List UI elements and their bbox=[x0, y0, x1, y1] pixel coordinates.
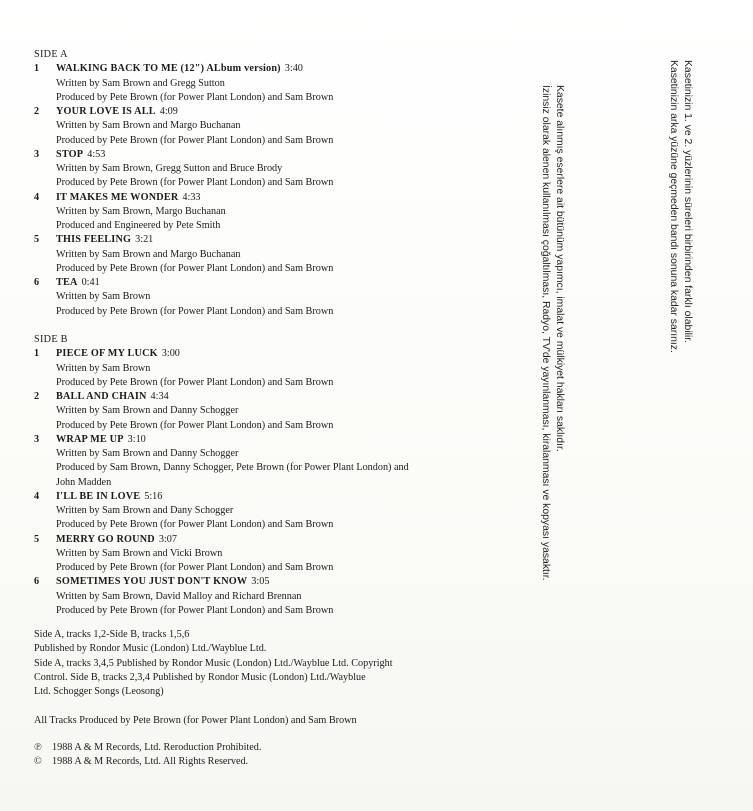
side-a-label: SIDE A bbox=[34, 49, 68, 60]
track-heading bbox=[34, 433, 464, 447]
track-duration: 3:10 bbox=[127, 433, 146, 445]
track-heading bbox=[34, 62, 464, 76]
track-duration: 3:05 bbox=[251, 576, 270, 588]
track-number: 4 bbox=[34, 191, 40, 203]
track-credit: Produced by Pete Brown (for Power Plant London) and Sam Brown bbox=[56, 177, 334, 189]
track-credit: Written by Sam Brown, Margo Buchanan bbox=[56, 205, 226, 217]
track-number: 3 bbox=[34, 148, 40, 160]
track-duration: 4:53 bbox=[87, 148, 106, 160]
track-heading bbox=[34, 533, 464, 547]
track-heading bbox=[34, 105, 464, 119]
track-title: I'LL BE IN LOVE bbox=[56, 490, 141, 502]
track-number: 5 bbox=[34, 234, 40, 246]
copyright-text: 1988 A & M Records, Ltd. All Rights Reserved. bbox=[52, 756, 249, 768]
track-entry bbox=[34, 62, 464, 105]
track-duration: 3:07 bbox=[158, 533, 177, 545]
track-number: 5 bbox=[34, 533, 40, 545]
track-heading bbox=[34, 191, 464, 205]
track-entry bbox=[34, 191, 464, 234]
track-entry bbox=[34, 490, 464, 533]
track-credit: Produced and Engineered by Pete Smith bbox=[56, 220, 221, 231]
track-duration: 3:40 bbox=[284, 63, 303, 75]
copyright-line bbox=[34, 755, 261, 769]
track-credit: Written by Sam Brown and Gregg Sutton bbox=[56, 77, 225, 89]
vertical-rights-notice bbox=[538, 85, 566, 581]
track-duration: 4:09 bbox=[159, 106, 178, 117]
track-credit: Produced by Pete Brown (for Power Plant London) and Sam Brown bbox=[56, 519, 334, 531]
track-number: 2 bbox=[34, 391, 40, 402]
track-heading bbox=[34, 233, 464, 247]
track-entry bbox=[34, 390, 464, 433]
track-entry bbox=[34, 148, 464, 191]
track-title: WRAP ME UP bbox=[56, 433, 124, 445]
vertical-cassette-notice bbox=[666, 60, 694, 353]
track-heading bbox=[34, 575, 464, 589]
phonogram-line bbox=[34, 741, 261, 755]
side-b-label: SIDE B bbox=[34, 334, 68, 345]
publishing-line: Side A, tracks 3,4,5 Published by Rondor Music (London) Ltd./Wayblue Ltd. Copyright bbox=[34, 657, 393, 669]
track-number: 1 bbox=[34, 63, 40, 75]
tracklist bbox=[34, 48, 464, 618]
track-credit: Written by Sam Brown and Margo Buchanan bbox=[56, 248, 241, 260]
track-credit: Written by Sam Brown and Danny Schogger bbox=[56, 448, 239, 459]
track-credit: Produced by Pete Brown (for Power Plant London) and Sam Brown bbox=[56, 376, 334, 388]
track-credit: Written by Sam Brown, Gregg Sutton and Bruce Brody bbox=[56, 163, 283, 174]
track-heading bbox=[34, 148, 464, 162]
track-title: SOMETIMES YOU JUST DON'T KNOW bbox=[56, 576, 248, 588]
track-number: 2 bbox=[34, 106, 40, 117]
track-credit: Produced by Pete Brown (for Power Plant London) and Sam Brown bbox=[56, 134, 334, 146]
track-credit: Produced by Pete Brown (for Power Plant London) and Sam Brown bbox=[56, 604, 334, 616]
track-credit: Written by Sam Brown bbox=[56, 362, 151, 374]
track-entry bbox=[34, 105, 464, 148]
track-entry bbox=[34, 533, 464, 576]
track-title: YOUR LOVE IS ALL bbox=[56, 106, 156, 117]
track-heading bbox=[34, 390, 464, 404]
publishing-notes bbox=[34, 628, 434, 699]
track-title: BALL AND CHAIN bbox=[56, 391, 147, 402]
track-credit: Written by Sam Brown and Danny Schogger bbox=[56, 405, 239, 417]
track-credit: Written by Sam Brown and Vicki Brown bbox=[56, 547, 223, 559]
rights-line: İzinsiz olarak alenen kullanılması çoğaltılması, Radyo, TV'de yayınlanması, kiralanması ve kopyası yasaktır. bbox=[540, 85, 551, 581]
track-number: 4 bbox=[34, 490, 40, 502]
publishing-line: Control. Side B, tracks 2,3,4 Published by Rondor Music (London) Ltd./Wayblue bbox=[34, 671, 366, 683]
rights-line: Kasete alınmış eserlere ait bütünüm yapımcı, imalat ve mülkiyet hakları saklıdır. bbox=[554, 85, 565, 452]
publishing-line: Ltd. Schogger Songs (Leosong) bbox=[34, 686, 164, 697]
track-duration: 5:16 bbox=[144, 490, 163, 502]
track-credit: John Madden bbox=[56, 476, 112, 488]
track-heading bbox=[34, 490, 464, 504]
track-credit: Written by Sam Brown, David Malloy and Richard Brennan bbox=[56, 590, 302, 602]
phonogram-text: 1988 A & M Records, Ltd. Reroduction Prohibited. bbox=[52, 742, 262, 753]
track-title: WALKING BACK TO ME (12") ALbum version) bbox=[56, 63, 281, 75]
track-entry bbox=[34, 233, 464, 276]
track-duration: 3:21 bbox=[135, 234, 154, 246]
side-b-tracks bbox=[34, 347, 464, 618]
copyright-block bbox=[34, 741, 261, 770]
track-title: IT MAKES ME WONDER bbox=[56, 191, 179, 203]
track-duration: 4:33 bbox=[182, 191, 201, 203]
track-credit: Written by Sam Brown and Dany Schogger bbox=[56, 505, 234, 516]
track-heading bbox=[34, 347, 464, 361]
track-credit: Written by Sam Brown bbox=[56, 291, 151, 303]
track-credit: Produced by Pete Brown (for Power Plant London) and Sam Brown bbox=[56, 91, 334, 103]
track-title: STOP bbox=[56, 148, 84, 160]
track-title: MERRY GO ROUND bbox=[56, 533, 155, 545]
track-credit: Produced by Pete Brown (for Power Plant London) and Sam Brown bbox=[56, 562, 334, 573]
cassette-note-line: Kasetinizin 1. ve 2. yüzlerinin süreleri birbirinden farklı olabilir. bbox=[682, 60, 693, 343]
track-number: 6 bbox=[34, 576, 40, 588]
track-entry bbox=[34, 276, 464, 319]
track-credit: Produced by Pete Brown (for Power Plant London) and Sam Brown bbox=[56, 419, 334, 431]
track-duration: 4:34 bbox=[150, 391, 169, 402]
publishing-line: Published by Rondor Music (London) Ltd./Wayblue Ltd. bbox=[34, 643, 267, 655]
all-tracks-credit: All Tracks Produced by Pete Brown (for Power Plant London) and Sam Brown bbox=[34, 715, 357, 726]
track-number: 1 bbox=[34, 348, 40, 360]
track-number: 6 bbox=[34, 277, 40, 288]
cassette-note-line: Kasetinizin arka yüzüne geçmeden bandı sonuna kadar sarınız. bbox=[668, 60, 679, 353]
track-number: 3 bbox=[34, 433, 40, 445]
copyright-symbol: © bbox=[34, 756, 42, 768]
track-credit: Produced by Sam Brown, Danny Schogger, Pete Brown (for Power Plant London) and bbox=[56, 462, 409, 474]
track-duration: 3:00 bbox=[161, 348, 180, 360]
track-entry bbox=[34, 575, 464, 618]
track-title: TEA bbox=[56, 277, 78, 288]
publishing-line: Side A, tracks 1,2-Side B, tracks 1,5,6 bbox=[34, 629, 190, 640]
track-heading bbox=[34, 276, 464, 290]
track-title: THIS FEELING bbox=[56, 234, 132, 246]
track-entry bbox=[34, 347, 464, 390]
track-credit: Produced by Pete Brown (for Power Plant London) and Sam Brown bbox=[56, 262, 334, 274]
track-duration: 0:41 bbox=[81, 277, 100, 288]
track-credit: Produced by Pete Brown (for Power Plant London) and Sam Brown bbox=[56, 305, 334, 317]
phonogram-symbol: ℗ bbox=[34, 742, 42, 753]
track-title: PIECE OF MY LUCK bbox=[56, 348, 158, 360]
track-entry bbox=[34, 433, 464, 490]
track-credit: Written by Sam Brown and Margo Buchanan bbox=[56, 120, 241, 132]
side-a-tracks bbox=[34, 62, 464, 319]
